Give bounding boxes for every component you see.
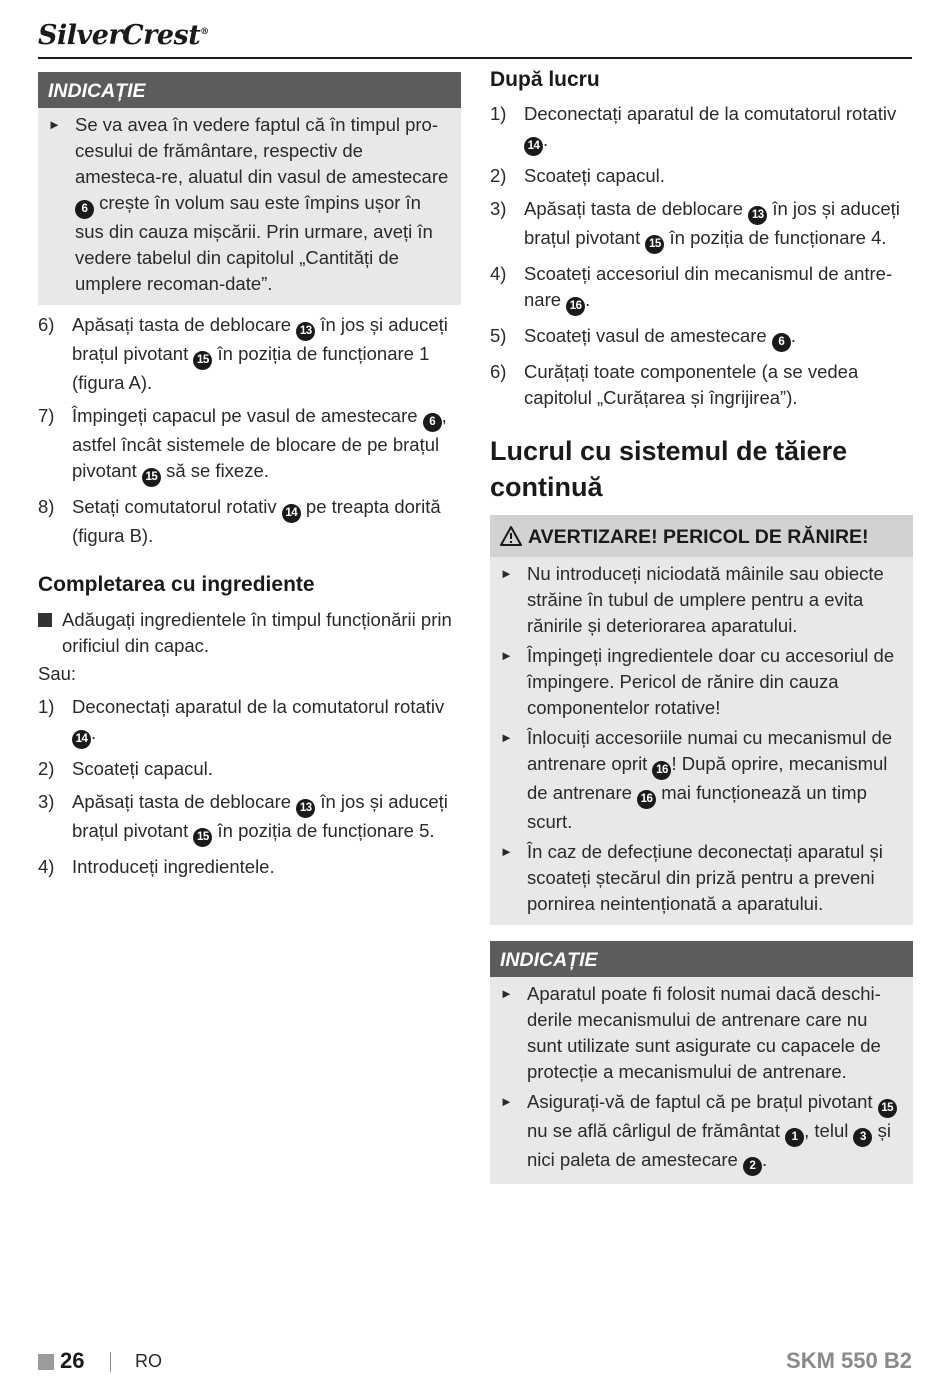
note-bullet: ► Asigurați-vă de faptul că pe brațul pivotant 15 nu se află cârligul de frământat 1 , telul 3 și nici paleta de amestecare 2 . (490, 1089, 913, 1176)
step-item: 6) Curățați toate componentele (a se vedea capitolul „Curățarea și îngrijirea”). (490, 361, 859, 408)
step-number: 3) (490, 198, 507, 219)
note-title: INDICAȚIE (490, 941, 913, 977)
reference-number-icon: 6 (772, 333, 791, 352)
step-item: 5) Scoateți vasul de amestecare 6 . (490, 323, 913, 352)
arrow-bullet-icon: ► (500, 844, 513, 859)
header-rule (38, 57, 912, 59)
warning-header (490, 515, 913, 557)
page-number: 26 (60, 1348, 85, 1373)
brand-logo: SilverCrest® (38, 20, 209, 51)
arrow-bullet-icon: ► (48, 117, 61, 132)
reference-number-icon: 13 (296, 799, 315, 818)
chapter-heading: Lucrul cu sistemul de tăiere continuă (490, 436, 848, 502)
reference-number-icon: 6 (423, 413, 442, 432)
warning-bullet: ► În caz de defecțiune deconectați aparatul și scoateți ștecărul din priză pentru a preveni pornirea neintenționată a aparatului. (500, 841, 883, 914)
note-box (38, 72, 461, 305)
step-item: 6) Apăsați tasta de deblocare 13 în jos și aduceți brațul pivotant 15 în poziția de funcționare 1 (figura A). (38, 314, 448, 393)
step-item: 4) Scoateți accesoriul din mecanismul de antre-nare 16 . (490, 261, 913, 316)
step-number: 4) (38, 856, 55, 877)
step-item: 2) Scoateți capacul. (38, 756, 461, 782)
reference-number-icon: 16 (652, 761, 671, 780)
reference-number-icon: 15 (193, 828, 212, 847)
square-bullet-icon (38, 613, 52, 627)
page-footer (38, 1348, 912, 1376)
or-text: Sau: (38, 663, 77, 684)
step-item: 4) Introduceți ingredientele. (38, 854, 461, 880)
model-number: SKM 550 B2 (786, 1348, 912, 1373)
warning-title: AVERTIZARE! PERICOL DE RĂNIRE! (528, 526, 869, 548)
left-column (38, 72, 461, 880)
step-item: 1) Deconectați aparatul de la comutatorul rotativ 14 . (38, 694, 461, 749)
reference-number-icon: 15 (878, 1099, 897, 1118)
square-bullet-item: Adăugați ingredientele în timpul funcționării prin orificiul din capac. (38, 607, 461, 659)
footer-divider (110, 1352, 111, 1372)
reference-number-icon: 16 (566, 297, 585, 316)
arrow-bullet-icon: ► (500, 648, 513, 663)
reference-number-icon: 1 (785, 1128, 804, 1147)
step-number: 6) (490, 361, 507, 382)
step-number: 3) (38, 791, 55, 812)
step-number: 1) (38, 696, 55, 717)
step-number: 5) (490, 325, 507, 346)
reference-number-icon: 15 (142, 468, 161, 487)
reference-number-icon: 2 (743, 1157, 762, 1176)
warning-triangle-icon (500, 526, 522, 546)
step-number: 4) (490, 263, 507, 284)
reference-number-icon: 14 (72, 730, 91, 749)
reference-number-icon: 14 (524, 137, 543, 156)
section-heading: După lucru (490, 68, 600, 91)
step-number: 6) (38, 314, 55, 335)
reference-number-icon: 15 (193, 351, 212, 370)
step-item: 3) Apăsați tasta de deblocare 13 în jos și aduceți brațul pivotant 15 în poziția de funcționare 4. (490, 196, 913, 254)
arrow-bullet-icon: ► (500, 1094, 513, 1109)
reference-number-icon: 16 (637, 790, 656, 809)
arrow-bullet-icon: ► (500, 566, 513, 581)
step-item: 2) Scoateți capacul. (490, 163, 913, 189)
step-item: 3) Apăsați tasta de deblocare 13 în jos și aduceți brațul pivotant 15 în poziția de funcționare 5. (38, 789, 461, 847)
reference-number-icon: 3 (853, 1128, 872, 1147)
note-box (490, 941, 913, 1184)
section-heading: Completarea cu ingrediente (38, 573, 315, 596)
warning-bullet: ► Nu introduceți niciodată mâinile sau obiecte străine în tubul de umplere pentru a evita rănirile și deteriorarea aparatului. (500, 563, 884, 636)
warning-bullet: ► Împingeți ingredientele doar cu accesoriul de împingere. Pericol de rănire din cauza componentelor rotative! (500, 645, 895, 718)
footer-square-icon (38, 1354, 54, 1370)
step-number: 8) (38, 496, 55, 517)
reference-number-icon: 13 (296, 322, 315, 341)
step-number: 2) (490, 165, 507, 186)
step-item: 7) Împingeți capacul pe vasul de amestecare 6 , astfel încât sistemele de blocare de pe brațul pivotant 15 să se fixeze. (38, 403, 461, 487)
note-bullet: ► Aparatul poate fi folosit numai dacă deschi-derile mecanismului de antrenare care nu sunt utilizate sunt asigurate cu capacele de protecție a mecanismului de antrenare. (500, 983, 881, 1082)
warning-box (490, 515, 913, 925)
arrow-bullet-icon: ► (500, 730, 513, 745)
step-number: 1) (490, 103, 507, 124)
warning-bullet: ► Înlocuiți accesoriile numai cu mecanismul de antrenare oprit 16 ! După oprire, mecanismul de antrenare 16 mai funcționează un timp scurt. (500, 727, 893, 832)
arrow-bullet-icon: ► (500, 986, 513, 1001)
right-column (490, 66, 913, 1184)
note-bullet: ► Se va avea în vedere faptul că în timpul pro-cesului de frământare, respectiv de amesteca-re, aluatul din vasul de amestecare 6 crește în volum sau este împins ușor în sus din cauza mișcării. Prin urmare, aveți în vedere tabelul din capitolul „Cantități de umplere recoman-date”. (48, 114, 449, 294)
note-title: INDICAȚIE (38, 72, 461, 108)
reference-number-icon: 13 (748, 206, 767, 225)
step-item: 1) Deconectați aparatul de la comutatorul rotativ 14 . (490, 101, 913, 156)
language-code: RO (135, 1351, 162, 1371)
reference-number-icon: 14 (282, 504, 301, 523)
reference-number-icon: 15 (645, 235, 664, 254)
reference-number-icon: 6 (75, 200, 94, 219)
step-number: 2) (38, 758, 55, 779)
step-item: 8) Setați comutatorul rotativ 14 pe treapta dorită (figura B). (38, 496, 441, 546)
step-number: 7) (38, 405, 55, 426)
